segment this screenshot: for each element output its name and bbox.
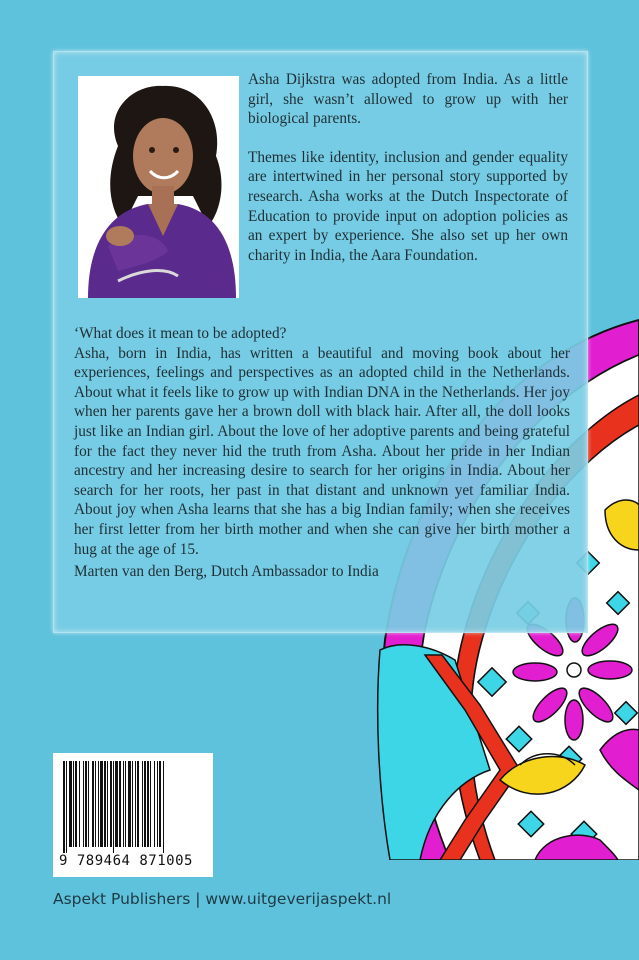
quote-question: ‘What does it mean to be adopted?: [74, 325, 287, 342]
barcode-bar: [69, 761, 72, 847]
barcode-bar: [159, 761, 161, 847]
author-portrait-image: [78, 76, 239, 298]
publisher-line: Aspekt Publishers | www.uitgeverijaspekt.nl: [53, 890, 392, 908]
barcode-bar: [137, 761, 139, 847]
barcode-bar: [83, 761, 84, 847]
barcode-bar: [107, 761, 108, 847]
barcode-bar: [73, 761, 74, 847]
author-photo: [78, 76, 239, 298]
barcode-bar: [147, 761, 149, 847]
quote-body: Asha, born in India, has written a beautiful and moving book about her experiences, feelings and perspectives as an adopted child in the Netherlands. About what it feels like to grow up with Indian DNA in the Netherlands. Her joy when her parents gave her a brown doll with black hair. After all, the doll looks just like an Indian girl. About the love of her adoptive parents and being grateful for the fact they never hid the truth from Asha. About her pride in her Indian ancestry and her increasing desire to search for her origins in India. About her search for her roots, her past in that distant and unknown yet familiar India. About joy when Asha learns that she has a big Indian family; when she receives her first letter from her birth mother and when she can give her birth mother a hug at the age of 15.: [74, 344, 570, 558]
barcode-bar: [154, 761, 155, 847]
barcode-bar: [79, 761, 80, 847]
barcode-bar: [98, 761, 99, 847]
endorsement-quote: [74, 324, 570, 559]
barcode-bar: [163, 761, 164, 853]
barcode-bar: [95, 761, 96, 847]
barcode-bar: [92, 761, 94, 847]
barcode-bar: [119, 761, 121, 847]
quote-signature: Marten van den Berg, Dutch Ambassador to India: [74, 563, 379, 580]
barcode-bar: [63, 761, 65, 853]
barcode-bar: [132, 761, 133, 847]
barcode-bar: [125, 761, 126, 847]
barcode-bar: [144, 761, 146, 847]
barcode-bar: [66, 761, 67, 853]
author-bio: [248, 70, 568, 284]
bio-paragraph-1: Asha Dijkstra was adopted from India. As a little girl, she wasn’t allowed to grow up with her biological parents.: [248, 71, 568, 128]
barcode-bar: [104, 761, 106, 847]
barcode-bar: [75, 761, 77, 847]
barcode-bar: [110, 761, 112, 847]
barcode-bar: [113, 761, 114, 853]
text-panel: [53, 51, 588, 633]
barcode-bar: [85, 761, 87, 847]
barcode-bar: [123, 761, 124, 847]
barcode-bar: [135, 761, 136, 847]
barcode-bar: [142, 761, 143, 847]
barcode-bar: [157, 761, 158, 847]
isbn-number: 9 789464 871005: [59, 853, 193, 869]
barcode-bars: [61, 761, 207, 853]
isbn-barcode: [53, 753, 213, 877]
barcode-bar: [115, 761, 118, 847]
barcode-bar: [150, 761, 151, 847]
bio-paragraph-2: Themes like identity, inclusion and gender equality are intertwined in her personal story supported by research. Asha works at the Dutch Inspectorate of Education to provide input on adoption policies as an expert by experience. She also set up her own charity in India, the Aara Foundation.: [248, 148, 568, 264]
barcode-bar: [100, 761, 103, 847]
barcode-bar: [128, 761, 131, 847]
barcode-bar: [88, 761, 89, 847]
